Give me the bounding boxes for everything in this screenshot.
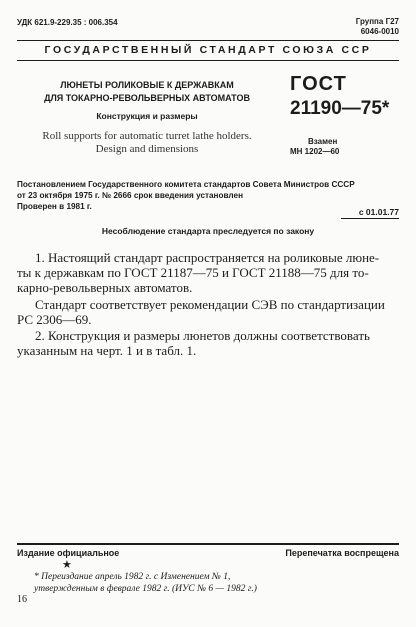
gost-label: ГОСТ: [290, 73, 347, 95]
title-ru-line1: ЛЮНЕТЫ РОЛИКОВЫЕ К ДЕРЖАВКАМ: [60, 80, 234, 90]
decree-line1: Постановлением Государственного комитета стандартов Совета Министров СССР: [17, 180, 355, 189]
group-label: Группа Г27: [355, 17, 399, 26]
p1-line2: ты к державкам по ГОСТ 21187—75 и ГОСТ 21188—75 для то-: [17, 265, 369, 280]
reissue-note-line1: * Переиздание апрель 1982 г. с Изменением № 1,: [34, 572, 231, 582]
state-standard-banner: ГОСУДАРСТВЕННЫЙ СТАНДАРТ СОЮЗА ССР: [44, 44, 372, 56]
p3-line1: 2. Конструкция и размеры люнетов должны соответствовать: [35, 328, 370, 343]
replaces-label: Взамен: [308, 137, 338, 146]
udk-code: УДК 621.9-229.35 : 006.354: [17, 18, 118, 27]
p2-line2: РС 2306—69.: [17, 312, 92, 327]
title-ru-line2: ДЛЯ ТОКАРНО-РЕВОЛЬВЕРНЫХ АВТОМАТОВ: [44, 93, 250, 103]
decree-checked: Проверен в 1981 г.: [17, 202, 92, 211]
decree-line2: от 23 октября 1975 г. № 2666 срок введения установлен: [17, 191, 244, 200]
header-rule-bottom: [17, 60, 399, 61]
p1-line3: карно-револьверных автоматов.: [17, 280, 193, 295]
p3-line2: указанным на черт. 1 и в табл. 1.: [17, 343, 197, 358]
page-number: 16: [17, 594, 27, 605]
legal-notice: Несоблюдение стандарта преследуется по закону: [101, 226, 315, 236]
star-icon: ★: [62, 559, 72, 571]
official-edition: Издание официальное: [17, 548, 120, 558]
title-en-line1: Roll supports for automatic turret lathe holders.: [42, 130, 252, 142]
header-rule-top: [17, 40, 399, 41]
reprint-prohibited: Перепечатка воспрещена: [285, 548, 399, 558]
reissue-note-line2: утвержденным в феврале 1982 г. (ИУС № 6 — 1982 г.): [34, 584, 257, 594]
title-en-line2: Design and dimensions: [95, 143, 199, 155]
gost-number: 21190—75*: [290, 98, 390, 119]
effective-date: с 01.01.77: [358, 207, 399, 217]
replaces-value: МН 1202—60: [290, 147, 340, 156]
effective-date-underline: [341, 218, 399, 219]
subtitle-ru: Конструкция и размеры: [96, 111, 198, 121]
classification-code: 6046-0010: [360, 27, 399, 36]
p1-line1: 1. Настоящий стандарт распространяется на роликовые люне-: [35, 250, 380, 265]
footer-rule: [17, 543, 399, 545]
p2-line1: Стандарт соответствует рекомендации СЭВ по стандартизации: [35, 297, 385, 312]
